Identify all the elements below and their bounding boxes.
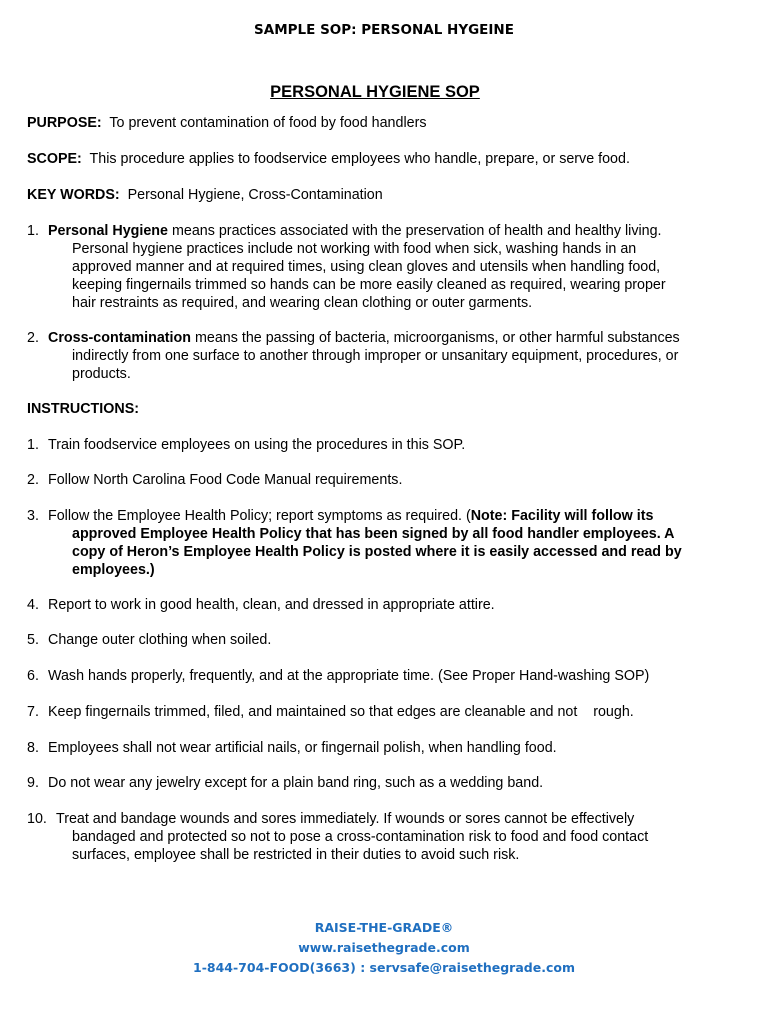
- definition-text: means the passing of bacteria, microorganisms, or other harmful substances: [194, 330, 680, 346]
- definition-line: approved manner and at required times, using clean gloves and utensils when handling food,: [72, 259, 661, 275]
- instruction-line: surfaces, employee shall be restricted in their duties to avoid such risk.: [72, 847, 520, 863]
- instruction-item: [27, 703, 727, 721]
- document-title: PERSONAL HYGIENE SOP: [270, 83, 480, 101]
- instruction-text: Change outer clothing when soiled.: [48, 632, 272, 648]
- instruction-item: [27, 471, 727, 489]
- instruction-text: Do not wear any jewelry except for a plain band ring, such as a wedding band.: [48, 775, 544, 791]
- instruction-note-line: approved Employee Health Policy that has been signed by all food handler employees. A: [72, 526, 675, 542]
- instruction-item: [27, 739, 727, 757]
- instruction-number: 9.: [27, 775, 39, 791]
- definition-item: [27, 329, 727, 383]
- definition-line: indirectly from one surface to another through improper or unsanitary equipment, procedures, or: [72, 348, 679, 364]
- definition-line: products.: [72, 366, 131, 382]
- instruction-number: 10.: [27, 811, 47, 827]
- instruction-number: 8.: [27, 740, 39, 756]
- footer-brand: RAISE-THE-GRADE®: [314, 920, 454, 935]
- instructions-heading: INSTRUCTIONS:: [27, 401, 139, 417]
- instruction-line: bandaged and protected so not to pose a cross-contamination risk to food and food contact: [72, 829, 649, 845]
- instruction-number: 1.: [27, 437, 39, 453]
- instruction-text: Treat and bandage wounds and sores immediately. If wounds or sores cannot be effectively: [56, 811, 635, 827]
- instruction-item: [27, 810, 727, 864]
- instruction-first-line: [27, 507, 727, 525]
- instruction-text: Follow North Carolina Food Code Manual requirements.: [48, 472, 403, 488]
- purpose-text: To prevent contamination of food by food handlers: [109, 115, 427, 131]
- instruction-item: [27, 507, 727, 579]
- instruction-text: Follow the Employee Health Policy; report symptoms as required. (: [48, 508, 471, 524]
- instruction-item: [27, 631, 727, 649]
- definition-first-line: [27, 222, 727, 240]
- footer-website-link[interactable]: www.raisethegrade.com: [298, 940, 470, 955]
- instruction-number: 5.: [27, 632, 39, 648]
- instruction-number: 7.: [27, 704, 39, 720]
- keywords-text: Personal Hygiene, Cross-Contamination: [127, 187, 383, 203]
- instruction-text: Keep fingernails trimmed, filed, and maintained so that edges are cleanable and not rough.: [48, 704, 634, 720]
- purpose-line: [27, 114, 727, 132]
- definition-text: means practices associated with the preservation of health and healthy living.: [171, 223, 662, 239]
- instruction-item: [27, 436, 727, 454]
- scope-line: [27, 150, 727, 168]
- instruction-text: Employees shall not wear artificial nails, or fingernail polish, when handling food.: [48, 740, 557, 756]
- definition-term: Cross-contamination: [48, 330, 191, 346]
- instruction-number: 4.: [27, 597, 39, 613]
- instruction-number: 6.: [27, 668, 39, 684]
- purpose-label: PURPOSE:: [27, 115, 102, 131]
- definition-line: keeping fingernails trimmed so hands can be more easily cleaned as required, wearing proper: [72, 277, 666, 293]
- definition-item: [27, 222, 727, 312]
- definition-term: Personal Hygiene: [48, 223, 168, 239]
- definition-line: Personal hygiene practices include not working with food when sick, washing hands in an: [72, 241, 637, 257]
- definition-line: hair restraints as required, and wearing clean clothing or outer garments.: [72, 295, 533, 311]
- instruction-text: Train foodservice employees on using the procedures in this SOP.: [48, 437, 466, 453]
- instruction-number: 3.: [27, 508, 39, 524]
- definition-first-line: [27, 329, 727, 347]
- instruction-item: [27, 774, 727, 792]
- definition-number: 1.: [27, 223, 39, 239]
- instruction-note: Note: Facility will follow its: [470, 508, 654, 524]
- keywords-label: KEY WORDS:: [27, 187, 120, 203]
- footer-contact[interactable]: 1-844-704-FOOD(3663) : servsafe@raisethegrade.com: [193, 960, 575, 975]
- scope-label: SCOPE:: [27, 151, 82, 167]
- instruction-item: [27, 596, 727, 614]
- instruction-note-line: copy of Heron’s Employee Health Policy is posted where it is easily accessed and read by: [72, 544, 682, 560]
- instruction-item: [27, 667, 727, 685]
- instruction-text: Report to work in good health, clean, and dressed in appropriate attire.: [48, 597, 495, 613]
- instruction-note-line: employees.): [72, 562, 155, 578]
- instruction-number: 2.: [27, 472, 39, 488]
- keywords-line: [27, 186, 727, 204]
- document-header: SAMPLE SOP: PERSONAL HYGEINE: [254, 22, 514, 38]
- scope-text: This procedure applies to foodservice employees who handle, prepare, or serve food.: [89, 151, 630, 167]
- definition-number: 2.: [27, 330, 39, 346]
- instruction-text: Wash hands properly, frequently, and at the appropriate time. (See Proper Hand-washing SOP): [48, 668, 650, 684]
